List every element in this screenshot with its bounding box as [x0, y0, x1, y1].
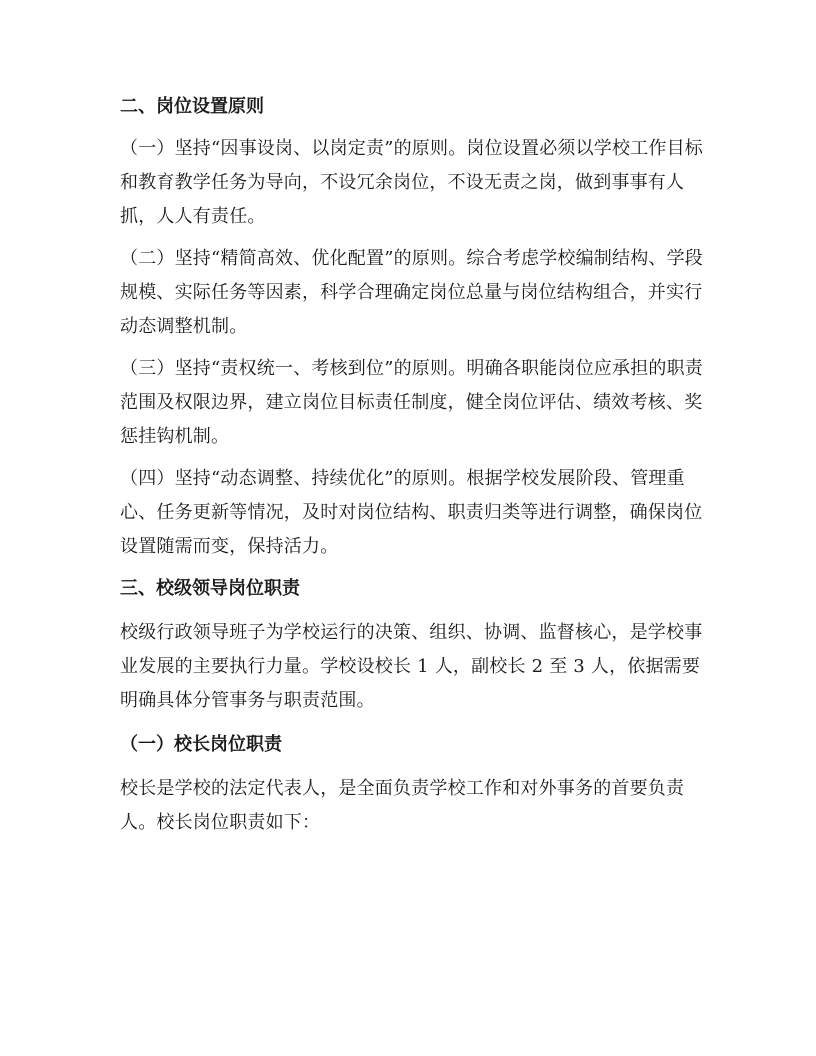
principle-paragraph-1: （一）坚持“因事设岗、以岗定责”的原则。岗位设置必须以学校工作目标和教育教学任务为导向，不设冗余岗位，不设无责之岗，做到事事有人抓，人人有责任。	[120, 138, 704, 227]
subheading-principal-duties: （一）校长岗位职责	[120, 734, 282, 755]
principle-paragraph-3: （三）坚持“责权统一、考核到位”的原则。明确各职能岗位应承担的职责范围及权限边界，建立岗位目标责任制度，健全岗位评估、绩效考核、奖惩挂钩机制。	[120, 358, 704, 447]
section-heading-leadership-duties: 三、校级领导岗位职责	[120, 578, 300, 599]
principal-intro-paragraph: 校长是学校的法定代表人，是全面负责学校工作和对外事务的首要负责人。校长岗位职责如下：	[120, 778, 685, 833]
principle-paragraph-4: （四）坚持“动态调整、持续优化”的原则。根据学校发展阶段、管理重心、任务更新等情况，及时对岗位结构、职责归类等进行调整，确保岗位设置随需而变，保持活力。	[120, 468, 703, 557]
principle-paragraph-2: （二）坚持“精简高效、优化配置”的原则。综合考虑学校编制结构、学段规模、实际任务等因素，科学合理确定岗位总量与岗位结构组合，并实行动态调整机制。	[120, 248, 704, 337]
leadership-intro-paragraph: 校级行政领导班子为学校运行的决策、组织、协调、监督核心，是学校事业发展的主要执行力量。学校设校长 1 人，副校长 2 至 3 人，依据需要明确具体分管事务与职责范围。	[120, 622, 703, 711]
section-heading-job-setting-principles: 二、岗位设置原则	[120, 96, 264, 117]
document-page	[120, 92, 704, 840]
